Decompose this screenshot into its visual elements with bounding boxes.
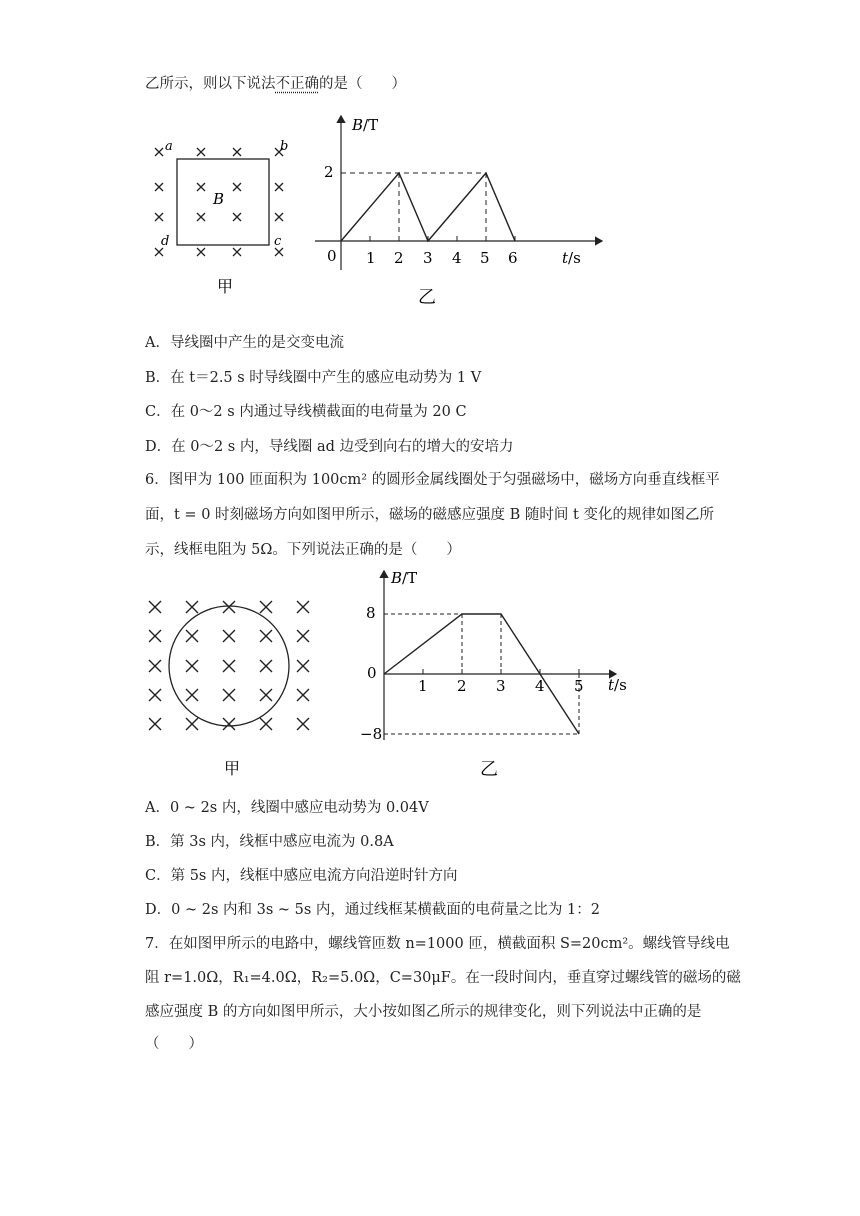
x-tick-4: 4	[452, 249, 462, 267]
x-axis-label: t/s	[562, 249, 581, 267]
corner-a: a	[165, 139, 173, 154]
q5-option-c: C．在 0～2 s 内通过导线横截面的电荷量为 20 C	[145, 404, 467, 420]
q5-option-a: A．导线圈中产生的是交变电流	[145, 335, 344, 351]
y-axis-label: B/T	[352, 116, 379, 134]
field-cross	[260, 630, 272, 642]
q5-option-b: B．在 t＝2.5 s 时导线圈中产生的感应电动势为 1 V	[145, 370, 482, 386]
x-tick-3: 3	[423, 249, 433, 267]
field-cross	[186, 660, 198, 672]
q5-figure-yi	[310, 108, 610, 308]
corner-b: b	[280, 139, 289, 154]
field-cross	[223, 689, 235, 701]
q6-stem-line2: 面，t = 0 时刻磁场方向如图甲所示，磁场的磁感应强度 B 随时间 t 变化的规律如图乙所	[145, 507, 714, 523]
field-cross	[223, 660, 235, 672]
field-cross	[149, 660, 161, 672]
field-cross	[149, 689, 161, 701]
field-cross	[149, 630, 161, 642]
q5-b-curve	[341, 173, 515, 241]
field-cross	[186, 718, 198, 730]
x-tick-2: 2	[457, 677, 467, 695]
x-axis-label: t/s	[608, 676, 627, 694]
y-tick-8: 8	[366, 604, 376, 622]
x-tick-6: 6	[508, 249, 518, 267]
x-tick-5: 5	[480, 249, 490, 267]
field-cross	[297, 601, 309, 613]
field-cross	[223, 630, 235, 642]
corner-c: c	[274, 234, 282, 249]
q6-figure-jia	[140, 592, 320, 782]
field-cross	[223, 601, 235, 613]
origin-label: 0	[367, 664, 377, 682]
origin-label: 0	[327, 247, 337, 265]
field-cross	[149, 718, 161, 730]
field-cross	[260, 689, 272, 701]
q7-stem-line2: 阻 r=1.0Ω，R₁=4.0Ω，R₂=5.0Ω，C=30μF。在一段时间内，垂直穿过螺线管的磁场的磁	[145, 970, 741, 986]
field-cross	[297, 630, 309, 642]
q5-intro: 乙所示，则以下说法不正确的是（ ）	[145, 76, 406, 92]
q5-chart-marks	[341, 173, 515, 241]
x-tick-1: 1	[366, 249, 376, 267]
fig-caption-jia: 甲	[224, 759, 241, 778]
field-cross	[260, 718, 272, 730]
q6-option-b: B．第 3s 内，线框中感应电流为 0.8A	[145, 834, 394, 850]
field-cross	[149, 601, 161, 613]
x-tick-3: 3	[496, 677, 506, 695]
q5-emphasis: 不正确	[275, 76, 319, 92]
x-tick-4: 4	[535, 677, 545, 695]
corner-d: d	[161, 234, 170, 249]
field-cross	[186, 689, 198, 701]
field-cross	[223, 718, 235, 730]
q7-stem-line3: 感应强度 B 的方向如图甲所示，大小按如图乙所示的规律变化，则下列说法中正确的是	[145, 1004, 702, 1020]
field-cross	[297, 689, 309, 701]
q6-field-crosses	[149, 601, 309, 730]
x-tick-5: 5	[574, 677, 584, 695]
y-tick-neg8: −8	[360, 725, 383, 743]
q6-figure-yi	[350, 565, 640, 780]
field-cross	[260, 601, 272, 613]
q5-option-d: D．在 0～2 s 内，导线圈 ad 边受到向右的增大的安培力	[145, 439, 514, 455]
field-cross	[297, 718, 309, 730]
q7-stem-line1: 7．在如图甲所示的电路中，螺线管匝数 n=1000 匝，横截面积 S=20cm²。螺线管导线电	[145, 936, 730, 952]
y-axis-label: B/T	[391, 569, 418, 587]
q5-figure-jia	[145, 128, 305, 308]
field-cross	[297, 660, 309, 672]
field-cross	[260, 660, 272, 672]
fig-caption-yi: 乙	[480, 759, 498, 780]
field-cross	[186, 601, 198, 613]
q6-stem-line1: 6．图甲为 100 匝面积为 100cm² 的圆形金属线圈处于匀强磁场中，磁场方向垂直线框平	[145, 472, 720, 488]
x-tick-2: 2	[394, 249, 404, 267]
q6-option-d: D．0 ~ 2s 内和 3s ~ 5s 内，通过线框某横截面的电荷量之比为 1：2	[145, 902, 600, 918]
field-label: B	[213, 190, 225, 208]
fig-caption-yi: 乙	[418, 287, 436, 308]
q6-option-a: A．0 ~ 2s 内，线圈中感应电动势为 0.04V	[145, 800, 429, 816]
q6-option-c: C．第 5s 内，线框中感应电流方向沿逆时针方向	[145, 868, 458, 884]
q7-stem-line4: （ ）	[145, 1036, 203, 1052]
field-cross	[186, 630, 198, 642]
q6-stem-line3: 示，线框电阻为 5Ω。下列说法正确的是（ ）	[145, 542, 461, 558]
y-tick-2: 2	[324, 163, 334, 181]
fig-caption-jia: 甲	[217, 277, 234, 296]
x-tick-1: 1	[418, 677, 428, 695]
